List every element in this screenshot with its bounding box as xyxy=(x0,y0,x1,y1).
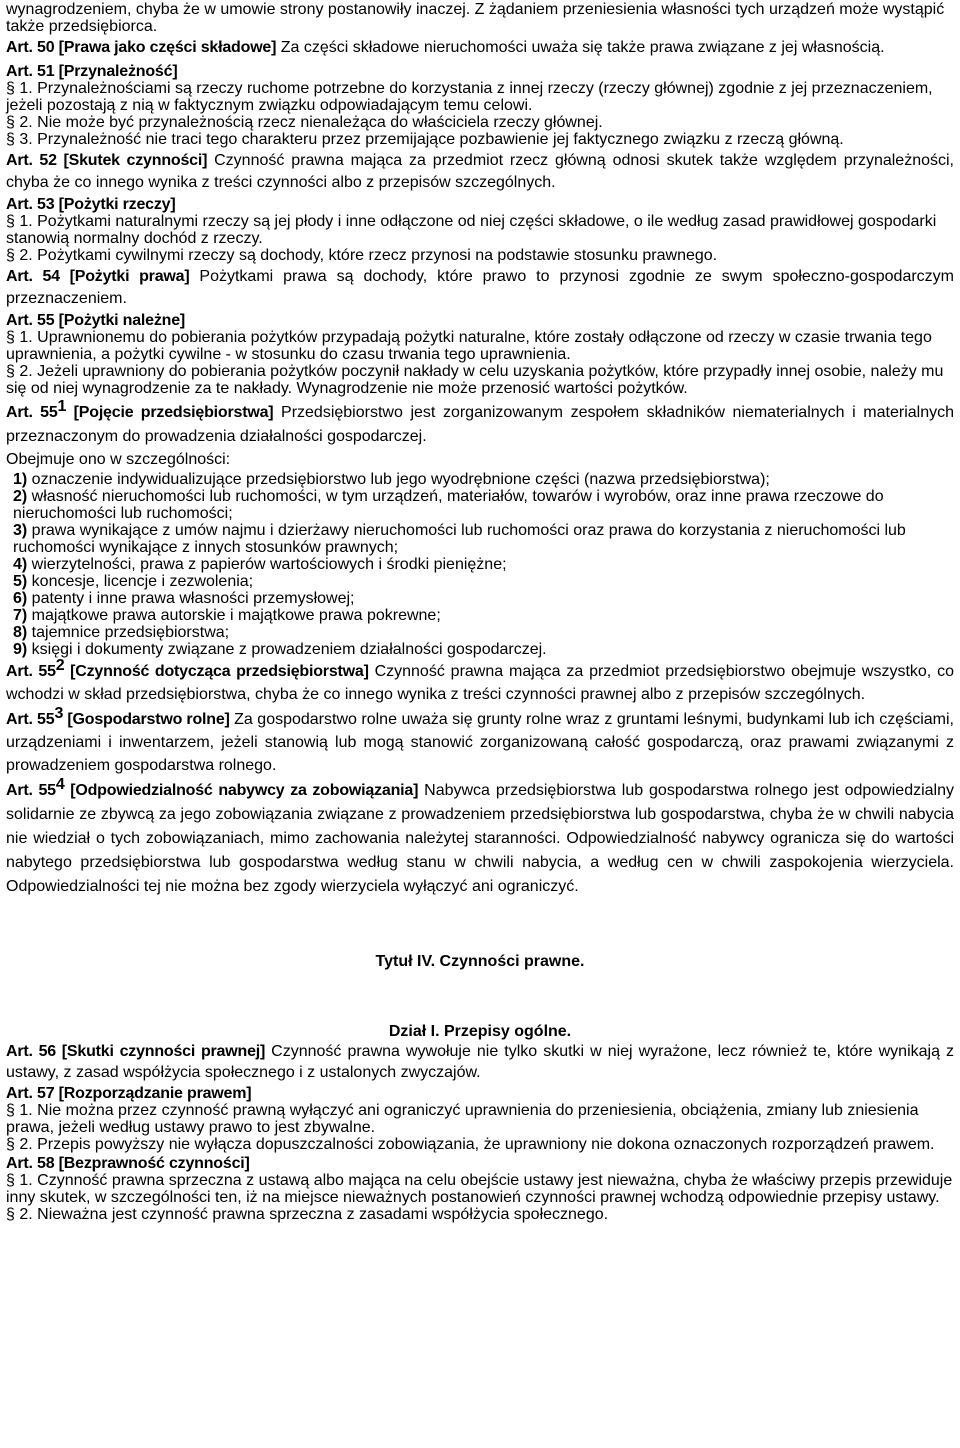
article-58-par-2: § 2. Nieważna jest czynność prawna sprzeczna z zasadami współżycia społecznego. xyxy=(6,1206,609,1223)
list-item-text: własność nieruchomości lub ruchomości, w tym urządzeń, materiałów, towarów i wyrobów, oraz inne prawa rzeczowe do nieruchomości lub ruchomości; xyxy=(13,488,884,522)
title-heading: Tytuł IV. Czynności prawne. xyxy=(375,953,585,970)
article-55-3-text: Za gospodarstwo rolne uważa się grunty rolne wraz z gruntami leśnymi, budynkami lub ich częściami, urządzeniami i inwentarzem, jeżeli stanowią lub mogą stanowić zorganizowaną całość gospodarczą, oraz prawami związanymi z prowadzeniem gospodarstwa rolnego. xyxy=(6,711,954,774)
article-51-par-1: § 1. Przynależnościami są rzeczy ruchome potrzebne do korzystania z innej rzeczy (rzeczy głównej) zgodnie z jej przeznaczeniem, jeżeli pozostają z nią w faktycznym związku odpowiadającym temu celowi. xyxy=(6,80,933,114)
article-55-2-text: Czynność prawna mająca za przedmiot przedsiębiorstwo obejmuje wszystko, co wchodzi w skład przedsiębiorstwa, chyba że co innego wynika z treści czynności prawnej albo z przepisów szczególnych. xyxy=(6,663,954,703)
article-56-text: Czynność prawna wywołuje nie tylko skutki w niej wyrażone, lecz również te, które wynikają z ustawy, z zasad współżycia społecznego i z ustalonych zwyczajów. xyxy=(6,1043,955,1081)
list-item xyxy=(6,607,954,624)
article-54-text: Pożytkami prawa są dochody, które prawo to przynosi zgodnie ze swym społeczno-gospodarczym przeznaczeniem. xyxy=(6,268,954,307)
article-55-3 xyxy=(6,705,954,777)
superscript: 2 xyxy=(55,657,65,674)
article-54 xyxy=(6,266,954,310)
article-50-text: Za części składowe nieruchomości uważa się także prawa związane z jej własnością. xyxy=(276,39,885,56)
list-item-text: majątkowe prawa autorskie i majątkowe prawa pokrewne; xyxy=(27,607,441,624)
article-55-2 xyxy=(6,657,954,706)
list-item xyxy=(6,471,954,488)
article-55-1-items xyxy=(6,471,954,658)
list-item-text: wierzytelności, prawa z papierów wartościowych i środki pieniężne; xyxy=(27,556,507,573)
list-item-text: oznaczenie indywidualizujące przedsiębiorstwo lub jego wyodrębnione części (nazwa przedsiębiorstwa); xyxy=(27,471,770,488)
list-item xyxy=(6,573,954,590)
article-58-par-1: § 1. Czynność prawna sprzeczna z ustawą albo mająca na celu obejście ustawy jest nieważna, chyba że właściwy przepis przewiduje inny skutek, w szczególności ten, iż na miejsce nieważnych postanowień czynności prawnej wchodzą odpowiednie przepisy ustawy. xyxy=(6,1172,953,1206)
list-item xyxy=(6,590,954,607)
list-item-number: 6) xyxy=(13,590,28,607)
article-55-par-1: § 1. Uprawnionemu do pobierania pożytków przypadają pożytki naturalne, które zostały odłączone od rzeczy w czasie trwania tego uprawnienia, a pożytki cywilne - w stosunku do czasu trwania tego uprawnienia. xyxy=(6,329,932,363)
list-item xyxy=(6,522,954,556)
list-item-number: 9) xyxy=(13,641,28,658)
article-58-heading: Art. 58 [Bezprawność czynności] xyxy=(6,1155,250,1172)
list-item-number: 8) xyxy=(13,624,28,641)
superscript: 3 xyxy=(54,705,64,722)
article-55-1-text: Przedsiębiorstwo jest zorganizowanym zespołem składników niematerialnych i materialnych przeznaczonym do prowadzenia działalności gospodarczej. xyxy=(6,404,954,445)
article-55-1-intro: Obejmuje ono w szczególności: xyxy=(6,451,231,468)
list-item-number: 3) xyxy=(13,522,28,539)
article-53-heading: Art. 53 [Pożytki rzeczy] xyxy=(6,196,176,213)
list-item xyxy=(6,488,954,522)
list-item-number: 4) xyxy=(13,556,28,573)
article-55-4-text: Nabywca przedsiębiorstwa lub gospodarstwa rolnego jest odpowiedzialny solidarnie ze zbywcą za jego zobowiązania związane z prowadzeniem przedsiębiorstwa lub gospodarstwa, chyba że w chwili nabycia nie wiedział o tych zobowiązaniach, mimo zachowania należytej staranności. Odpowiedzialność nabywcy ogranicza się do wartości nabytego przedsiębiorstwa lub gospodarstwa według stanu w chwili nabycia, a według cen w chwili zaspokojenia wierzyciela. Odpowiedzialności tej nie można bez zgody wierzyciela wyłączyć ani ograniczyć. xyxy=(6,782,954,895)
list-item-text: patenty i inne prawa własności przemysłowej; xyxy=(27,590,355,607)
article-53-par-1: § 1. Pożytkami naturalnymi rzeczy są jej płody i inne odłączone od niej części składowe, o ile według zasad prawidłowej gospodarki stanowią normalny dochód z rzeczy. xyxy=(6,213,937,247)
list-item xyxy=(6,641,954,658)
list-item xyxy=(6,556,954,573)
article-52 xyxy=(6,150,954,194)
list-item xyxy=(6,624,954,641)
list-item-number: 1) xyxy=(13,471,28,488)
list-item-text: księgi i dokumenty związane z prowadzeniem działalności gospodarczej. xyxy=(27,641,547,658)
article-51-par-3: § 3. Przynależność nie traci tego charakteru przez przemijające pozbawienie jej faktycznego związku z rzeczą główną. xyxy=(6,131,844,148)
superscript: 1 xyxy=(57,398,67,415)
list-item-text: koncesje, licencje i zezwolenia; xyxy=(27,573,254,590)
list-item-number: 5) xyxy=(13,573,28,590)
paragraph-continuation: wynagrodzeniem, chyba że w umowie strony postanowiły inaczej. Z żądaniem przeniesienia własności tych urządzeń może wystąpić także przedsiębiorca. xyxy=(6,1,945,35)
article-52-heading: Art. 52 [Skutek czynności] xyxy=(6,152,208,169)
article-57-par-1: § 1. Nie można przez czynność prawną wyłączyć ani ograniczyć uprawnienia do przeniesienia, obciążenia, zmiany lub zniesienia prawa, jeżeli według ustawy prawo to jest zbywalne. xyxy=(6,1102,919,1136)
article-50-heading: Art. 50 [Prawa jako części składowe] xyxy=(6,39,277,56)
article-54-heading: Art. 54 [Pożytki prawa] xyxy=(6,268,190,285)
article-55-3-heading: Art. $55^3$ [Gospodarstwo rolne] xyxy=(6,705,230,728)
list-item-text: prawa wynikające z umów najmu i dzierżawy nieruchomości lub ruchomości oraz prawa do korzystania z nieruchomości lub ruchomości wynikające z innych stosunków prawnych; xyxy=(13,522,906,556)
article-55-4 xyxy=(6,776,954,899)
superscript: 4 xyxy=(55,776,65,793)
list-item-number: 7) xyxy=(13,607,28,624)
article-56 xyxy=(6,1041,954,1083)
article-51-heading: Art. 51 [Przynależność] xyxy=(6,63,178,80)
list-item-number: 2) xyxy=(13,488,28,505)
article-57-heading: Art. 57 [Rozporządzanie prawem] xyxy=(6,1085,252,1102)
article-52-text: Czynność prawna mająca za przedmiot rzecz główną odnosi skutek także względem przynależności, chyba że co innego wynika z treści czynności albo z przepisów szczególnych. xyxy=(6,152,954,191)
article-55-4-heading: Art. $55^4$ [Odpowiedzialność nabywcy za zobowiązania] xyxy=(6,776,419,799)
article-55-1-heading: Art. $55^1$ [Pojęcie przedsiębiorstwa] xyxy=(6,398,274,421)
article-53-par-2: § 2. Pożytkami cywilnymi rzeczy są dochody, które rzecz przynosi na podstawie stosunku prawnego. xyxy=(6,247,718,264)
article-56-heading: Art. 56 [Skutki czynności prawnej] xyxy=(6,1043,266,1060)
article-55-par-2: § 2. Jeżeli uprawniony do pobierania pożytków poczynił nakłady w celu uzyskania pożytków, które przypadły innej osobie, należy mu się od niej wynagrodzenie za te nakłady. Wynagrodzenie nie może przenosić wartości pożytków. xyxy=(6,363,944,397)
article-55-heading: Art. 55 [Pożytki należne] xyxy=(6,312,186,329)
article-57-par-2: § 2. Przepis powyższy nie wyłącza dopuszczalności zobowiązania, że uprawniony nie dokona oznaczonych rozporządzeń prawem. xyxy=(6,1136,935,1153)
section-heading: Dział I. Przepisy ogólne. xyxy=(388,1023,572,1040)
article-50 xyxy=(6,37,954,59)
article-51-par-2: § 2. Nie może być przynależnością rzecz nienależąca do właściciela rzeczy głównej. xyxy=(6,114,603,131)
list-item-text: tajemnice przedsiębiorstwa; xyxy=(27,624,230,641)
article-55-2-heading: Art. $55^2$ [Czynność dotycząca przedsiębiorstwa] xyxy=(6,657,369,680)
article-55-1 xyxy=(6,398,954,449)
